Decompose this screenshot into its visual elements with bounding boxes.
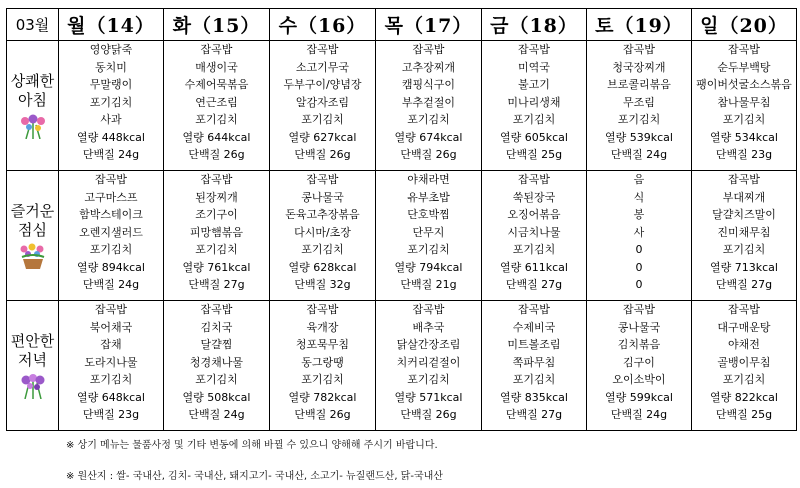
menu-item: 단백질 27g — [505, 278, 563, 291]
menu-item: 열량 628kcal — [288, 260, 357, 274]
menu-item: 쪽파무침 — [512, 355, 556, 369]
menu-item: 쑥된장국 — [512, 190, 556, 204]
menu-item: 알감자조림 — [295, 95, 350, 109]
menu-item: 청국장찌개 — [612, 60, 666, 74]
menu-item: 포기김치 — [722, 113, 766, 126]
day-header-tue: 화（15） — [164, 9, 270, 41]
menu-item: 브로콜리볶음 — [607, 78, 671, 91]
menu-item: 연근조림 — [195, 95, 238, 109]
menu-item: 열량 605kcal — [500, 130, 568, 144]
menu-item: 포기김치 — [301, 113, 344, 126]
menu-item: 단백질 27g — [715, 278, 773, 291]
menu-item: 열량 794kcal — [394, 260, 463, 274]
menu-item: 포기김치 — [301, 373, 344, 386]
menu-item: 미역국 — [518, 60, 550, 74]
menu-cell — [587, 171, 692, 301]
menu-item: 포기김치 — [722, 373, 766, 386]
menu-item: 된장찌개 — [195, 190, 238, 204]
menu-item: 단백질 27g — [505, 408, 563, 421]
menu-item: 팽이버섯굴소스볶음 — [696, 78, 792, 91]
flower-pot-icon — [16, 243, 50, 269]
menu-item: 음 — [633, 173, 645, 186]
menu-item: 다시마/초장 — [294, 225, 351, 239]
menu-item: 북어채국 — [89, 320, 133, 334]
breakfast-row — [7, 41, 797, 171]
menu-item: 잡곡밥 — [728, 303, 760, 316]
meal-label-line: 편안한 — [10, 332, 55, 350]
menu-item: 부대찌개 — [722, 190, 766, 204]
menu-item: 포기김치 — [512, 243, 556, 256]
menu-item: 잡채 — [100, 338, 122, 351]
menu-item: 부추겉절이 — [401, 95, 456, 109]
menu-cell — [164, 301, 270, 431]
menu-item: 청경채나물 — [189, 355, 244, 369]
meal-label-line: 아침 — [18, 91, 47, 109]
menu-item: 김치볶음 — [617, 338, 661, 351]
menu-item: 잡곡밥 — [518, 43, 550, 56]
menu-item: 오이소박이 — [612, 373, 666, 386]
menu-item: 식 — [633, 190, 645, 204]
menu-item: 열량 611kcal — [500, 260, 568, 274]
menu-item: 열량 599kcal — [605, 390, 673, 404]
weekly-menu-table — [6, 8, 797, 431]
menu-item: 열량 448kcal — [77, 130, 145, 144]
menu-item: 열량 894kcal — [77, 260, 145, 274]
dinner-row — [7, 301, 797, 431]
menu-item: 0 — [635, 260, 643, 274]
menu-item: 야채전 — [728, 338, 760, 351]
menu-item: 단백질 24g — [82, 148, 140, 161]
menu-item: 열량 822kcal — [710, 390, 778, 404]
menu-item: 함박스테이크 — [79, 208, 143, 221]
menu-cell — [587, 301, 692, 431]
menu-item: 단백질 26g — [294, 408, 351, 421]
menu-item: 포기김치 — [89, 95, 133, 109]
menu-item: 단백질 24g — [610, 408, 668, 421]
lunch-label — [7, 171, 59, 301]
menu-cell — [59, 171, 164, 301]
menu-item: 포기김치 — [89, 243, 133, 256]
menu-item: 치커리겉절이 — [396, 355, 461, 369]
month-label: 03월 — [7, 9, 59, 41]
menu-item: 진미채무침 — [717, 225, 771, 239]
menu-item: 0 — [635, 278, 643, 291]
menu-item: 포기김치 — [407, 373, 450, 386]
menu-item: 단백질 26g — [400, 148, 457, 161]
flower-bouquet-icon — [16, 113, 50, 139]
menu-cell — [164, 41, 270, 171]
menu-item: 포기김치 — [301, 243, 344, 256]
menu-item: 단백질 25g — [715, 408, 773, 421]
meal-label-line: 저녁 — [18, 351, 47, 369]
menu-item: 열량 761kcal — [182, 260, 251, 274]
menu-item: 포기김치 — [617, 113, 661, 126]
menu-cell — [270, 171, 376, 301]
menu-item: 돈육고추장볶음 — [285, 208, 360, 221]
menu-item: 동치미 — [95, 60, 127, 74]
menu-item: 포기김치 — [407, 243, 450, 256]
flower-cluster-icon — [16, 373, 50, 399]
menu-item: 포기김치 — [195, 113, 238, 126]
menu-item: 닭살간장조림 — [396, 338, 461, 351]
menu-item: 영양닭죽 — [89, 43, 133, 56]
menu-item: 봉 — [633, 208, 645, 221]
menu-item: 미나리생채 — [507, 95, 561, 109]
menu-item: 순두부백탕 — [717, 60, 771, 74]
menu-cell — [376, 171, 482, 301]
menu-cell — [587, 41, 692, 171]
menu-cell — [482, 171, 587, 301]
menu-cell — [482, 41, 587, 171]
menu-item: 잡곡밥 — [412, 303, 445, 316]
menu-item: 시금치나물 — [507, 225, 561, 239]
menu-item: 단백질 27g — [188, 278, 245, 291]
menu-item: 잡곡밥 — [412, 43, 445, 56]
menu-item: 조기구이 — [195, 208, 238, 221]
menu-item: 잡곡밥 — [623, 303, 655, 316]
menu-item: 단백질 24g — [188, 408, 245, 421]
day-header-sat: 토（19） — [587, 9, 692, 41]
menu-cell — [59, 41, 164, 171]
menu-item: 단백질 24g — [610, 148, 668, 161]
menu-item: 오렌지샐러드 — [79, 225, 143, 239]
menu-item: 0 — [635, 243, 643, 256]
menu-item: 단백질 32g — [294, 278, 351, 291]
header-row — [7, 9, 797, 41]
menu-item: 콩나물국 — [617, 320, 661, 334]
menu-item: 포기김치 — [512, 373, 556, 386]
menu-item: 열량 534kcal — [710, 130, 778, 144]
menu-cell — [59, 301, 164, 431]
menu-item: 잡곡밥 — [200, 43, 233, 56]
menu-item: 단백질 23g — [82, 408, 140, 421]
menu-item: 단백질 24g — [82, 278, 140, 291]
menu-item: 김치국 — [200, 320, 233, 334]
menu-item: 미트볼조림 — [507, 338, 561, 351]
menu-item: 잡곡밥 — [728, 43, 760, 56]
menu-item: 열량 508kcal — [182, 390, 251, 404]
dinner-label — [7, 301, 59, 431]
menu-item: 포기김치 — [407, 113, 450, 126]
menu-item: 골뱅이무침 — [717, 355, 771, 369]
menu-item: 대구매운탕 — [717, 320, 771, 334]
menu-item: 열량 627kcal — [288, 130, 357, 144]
menu-item: 고구마스프 — [84, 190, 138, 204]
menu-item: 단백질 26g — [188, 148, 245, 161]
menu-item: 매생이국 — [195, 60, 238, 74]
menu-item: 포기김치 — [89, 373, 133, 386]
menu-cell — [376, 301, 482, 431]
day-header-thu: 목（17） — [376, 9, 482, 41]
meal-label-line: 즐거운 — [10, 202, 55, 220]
menu-item: 동그랑땡 — [301, 355, 344, 369]
menu-item: 유부초밥 — [407, 190, 450, 204]
menu-item: 콩나물국 — [301, 190, 344, 204]
menu-cell — [482, 301, 587, 431]
menu-item: 열량 648kcal — [77, 390, 145, 404]
menu-item: 피망햄볶음 — [189, 225, 244, 239]
menu-item: 잡곡밥 — [306, 173, 339, 186]
menu-item: 포기김치 — [195, 373, 238, 386]
menu-item: 단백질 26g — [400, 408, 457, 421]
menu-cell — [270, 301, 376, 431]
menu-item: 청포묵무침 — [295, 338, 350, 351]
menu-item: 열량 713kcal — [710, 260, 778, 274]
menu-item: 캠핑식구이 — [401, 78, 456, 91]
menu-item: 소고기무국 — [295, 60, 350, 74]
menu-item: 열량 644kcal — [182, 130, 251, 144]
menu-item: 무말랭이 — [89, 78, 133, 91]
day-header-fri: 금（18） — [482, 9, 587, 41]
day-header-wed: 수（16） — [270, 9, 376, 41]
menu-item: 도라지나물 — [84, 355, 138, 369]
menu-cell — [164, 171, 270, 301]
menu-item: 포기김치 — [722, 243, 766, 256]
menu-item: 잡곡밥 — [306, 43, 339, 56]
menu-item: 수제비국 — [512, 320, 556, 334]
menu-item: 단호박찜 — [407, 208, 450, 221]
menu-item: 달걀찜 — [200, 338, 233, 351]
breakfast-label — [7, 41, 59, 171]
meal-label-line: 점심 — [18, 221, 47, 239]
menu-item: 잡곡밥 — [306, 303, 339, 316]
menu-item: 잡곡밥 — [518, 303, 550, 316]
menu-item: 잡곡밥 — [95, 173, 127, 186]
menu-cell — [692, 41, 797, 171]
menu-item: 육개장 — [306, 320, 339, 334]
menu-item: 두부구이/양념장 — [283, 78, 362, 91]
menu-item: 불고기 — [518, 78, 550, 91]
menu-item: 사 — [633, 225, 645, 239]
meal-label-line: 상쾌한 — [10, 72, 55, 90]
menu-item: 김구이 — [623, 355, 655, 369]
menu-item: 잡곡밥 — [200, 173, 233, 186]
menu-item: 무조림 — [623, 95, 655, 109]
day-header-mon: 월（14） — [59, 9, 164, 41]
menu-item: 단백질 26g — [294, 148, 351, 161]
menu-item: 잡곡밥 — [95, 303, 127, 316]
day-header-sun: 일（20） — [692, 9, 797, 41]
menu-item: 야채라면 — [407, 173, 450, 186]
menu-item: 달걀치즈말이 — [712, 208, 776, 221]
menu-cell — [376, 41, 482, 171]
menu-item: 열량 835kcal — [500, 390, 568, 404]
menu-item: 잡곡밥 — [728, 173, 760, 186]
menu-item: 배추국 — [412, 320, 445, 334]
menu-item: 오징어볶음 — [507, 208, 561, 221]
menu-item: 잡곡밥 — [200, 303, 233, 316]
menu-cell — [692, 171, 797, 301]
menu-item: 단백질 25g — [505, 148, 563, 161]
menu-cell — [270, 41, 376, 171]
menu-item: 참나물무침 — [717, 95, 771, 109]
menu-item: 고추장찌개 — [401, 60, 456, 74]
menu-item: 단무지 — [412, 225, 445, 239]
menu-item: 단백질 21g — [400, 278, 457, 291]
menu-cell — [692, 301, 797, 431]
menu-item: 단백질 23g — [715, 148, 773, 161]
menu-item: 열량 674kcal — [394, 130, 463, 144]
menu-item: 포기김치 — [512, 113, 556, 126]
menu-item: 수제어묵볶음 — [184, 78, 249, 91]
menu-item: 포기김치 — [195, 243, 238, 256]
menu-item: 열량 782kcal — [288, 390, 357, 404]
menu-item: 열량 539kcal — [605, 130, 673, 144]
origin-notice: ※ 원산지 : 쌀- 국내산, 김치- 국내산, 돼지고기- 국내산, 소고기- 뉴질랜드산, 닭-국내산 — [66, 471, 443, 482]
menu-item: 잡곡밥 — [623, 43, 655, 56]
menu-item: 잡곡밥 — [518, 173, 550, 186]
lunch-row — [7, 171, 797, 301]
menu-item: 열량 571kcal — [394, 390, 463, 404]
menu-change-notice: ※ 상기 메뉴는 물품사정 및 기타 변동에 의해 바뀔 수 있으니 양해해 주시기 바랍니다. — [66, 440, 438, 451]
menu-item: 사과 — [100, 113, 122, 126]
